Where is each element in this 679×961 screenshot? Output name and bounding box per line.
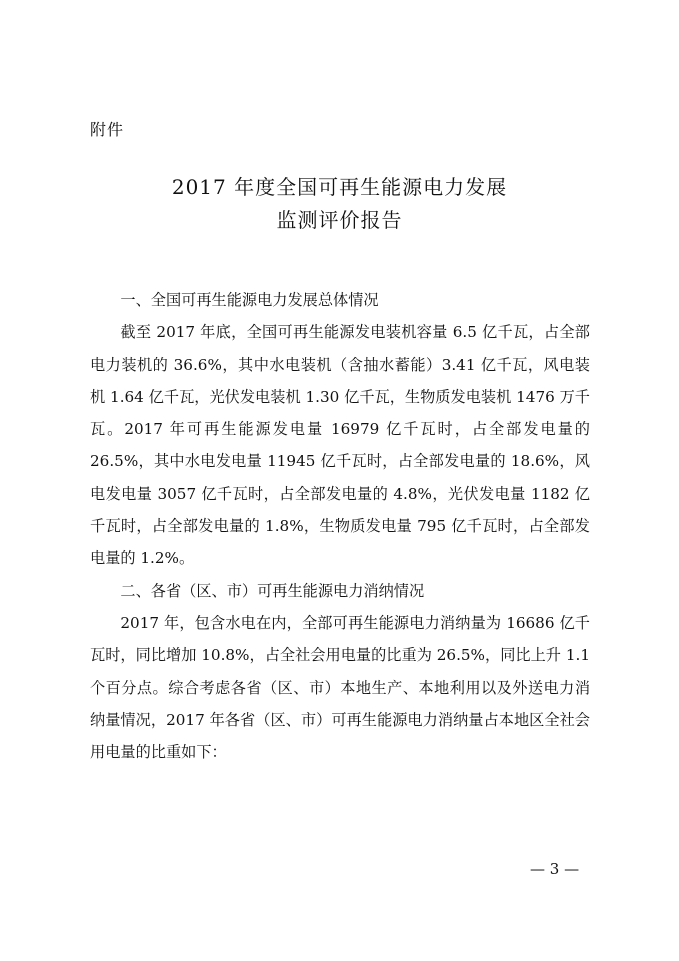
document-title-line-2: 监测评价报告 [276,208,403,232]
section-1-heading: 一、全国可再生能源电力发展总体情况 [120,291,379,309]
section-1-paragraph: 截至 2017 年底，全国可再生能源发电装机容量 6.5 亿千瓦，占全部电力装机的 36.6%，其中水电装机（含抽水蓄能）3.41 亿千瓦，风电装机 1.64 亿千瓦，光伏发电装机 1.30 亿千瓦，生物质发电装机 1476 万千瓦。2017 年可再生能源发电量 16979 亿千瓦时，占全部发电量的 26.5%，其中水电发电量 11945 亿千瓦时，占全部发电量的 18.6%，风电发电量 3057 亿千瓦时，占全部发电量的 4.8%，光伏发电量 1182 亿千瓦时，占全部发电量的 1.8%，生物质发电量 795 亿千瓦时，占全部发电量的 1.2%。 [90,323,590,568]
document-title-line-1: 2017 年度全国可再生能源电力发展 [171,175,508,199]
section-2-paragraph: 2017 年，包含水电在内，全部可再生能源电力消纳量为 16686 亿千瓦时，同比增加 10.8%，占全社会用电量的比重为 26.5%，同比上升 1.1 个百分点。综合考虑各省（区、市）本地生产、本地利用以及外送电力消纳量情况，2017 年各省（区、市）可再生能源电力消纳量占本地区全社会用电量的比重如下： [90,613,590,762]
document-body [90,284,590,768]
page-number: — 3 — [530,860,580,878]
section-2-heading: 二、各省（区、市）可再生能源电力消纳情况 [120,581,425,600]
attachment-label: 附件 [90,120,125,139]
